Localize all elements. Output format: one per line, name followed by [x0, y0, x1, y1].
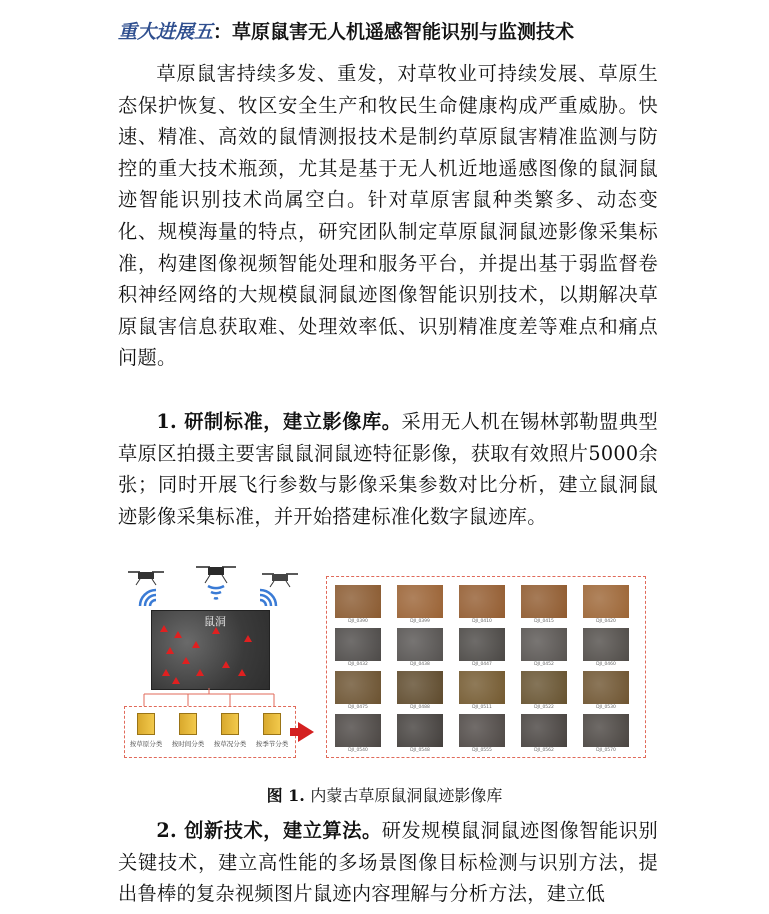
caption-text: 内蒙古草原鼠洞鼠迹影像库	[310, 786, 503, 805]
thumbnail-label: DJI_0432	[348, 662, 368, 667]
drone-icon	[260, 570, 300, 588]
paragraph-standard-lead: 1. 研制标准，建立影像库。	[156, 410, 402, 433]
folder-icon	[263, 713, 281, 735]
field-label: 鼠洞	[204, 615, 226, 628]
category-label: 按季节分类	[255, 740, 289, 748]
burrow-marker	[160, 625, 168, 632]
thumbnail-label: DJI_0562	[534, 748, 554, 753]
thumbnail-image	[397, 585, 443, 618]
thumbnail-label: DJI_0522	[534, 705, 554, 710]
thumbnail-image	[459, 628, 505, 661]
caption-number: 图 1.	[266, 786, 305, 805]
thumbnail-label: DJI_0540	[348, 748, 368, 753]
thumbnail-image	[335, 628, 381, 661]
thumbnail-image	[335, 585, 381, 618]
category-item	[253, 713, 291, 748]
thumbnail-image	[335, 671, 381, 704]
folder-icon	[179, 713, 197, 735]
thumbnail-image	[521, 585, 567, 618]
thumbnail-image	[335, 714, 381, 747]
thumbnail-label: DJI_0488	[410, 705, 430, 710]
burrow-marker	[192, 641, 200, 648]
thumbnail-label: DJI_0570	[596, 748, 616, 753]
thumbnail-image	[521, 671, 567, 704]
thumbnail-label: DJI_0555	[472, 748, 492, 753]
figure-caption	[0, 785, 769, 807]
drone-icon	[126, 568, 166, 586]
thumbnail-label: DJI_0420	[596, 619, 616, 624]
thumbnail-label: DJI_0447	[472, 662, 492, 667]
grassland-field-image	[151, 610, 270, 690]
thumbnail-label: DJI_0530	[596, 705, 616, 710]
category-item	[127, 713, 165, 748]
burrow-marker	[212, 627, 220, 634]
thumbnail-image	[397, 714, 443, 747]
image-library-grid	[326, 576, 646, 758]
thumbnail-label: DJI_0399	[410, 619, 430, 624]
thumbnail-label: DJI_0475	[348, 705, 368, 710]
classification-box	[124, 706, 296, 758]
thumbnail-label: DJI_0410	[472, 619, 492, 624]
thumbnail-image	[397, 628, 443, 661]
category-item	[169, 713, 207, 748]
thumbnail-label: DJI_0415	[534, 619, 554, 624]
section-title	[118, 18, 738, 46]
paragraph-algorithm	[118, 815, 658, 910]
burrow-marker	[196, 669, 204, 676]
thumbnail-label: DJI_0548	[410, 748, 430, 753]
burrow-marker	[238, 669, 246, 676]
burrow-marker	[166, 647, 174, 654]
paragraph-algorithm-text: 研发规模鼠洞鼠迹图像智能识别关键技术，建立高性能的多场景图像目标检测与识别方法，提出鲁棒的复杂视频图片鼠迹内容理解与分析方法，建立低	[118, 819, 658, 906]
thumbnail-image	[459, 671, 505, 704]
burrow-marker	[174, 631, 182, 638]
paragraph-standard	[118, 406, 658, 532]
folder-icon	[221, 713, 239, 735]
paragraph-standard-text: 采用无人机在锡林郭勒盟典型草原区拍摄主要害鼠鼠洞鼠迹特征影像，获取有效照片5000余张；同时开展飞行参数与影像采集参数对比分析，建立鼠洞鼠迹影像采集标准，并开始搭建标准化数字鼠迹库。	[118, 410, 658, 528]
thumbnail-label: DJI_0452	[534, 662, 554, 667]
burrow-marker	[244, 635, 252, 642]
category-label: 按草原分类	[129, 740, 163, 748]
thumbnail-label: DJI_0438	[410, 662, 430, 667]
arrow-right-icon	[298, 722, 314, 742]
paragraph-intro: 草原鼠害持续多发、重发，对草牧业可持续发展、草原生态保护恢复、牧区安全生产和牧民生命健康构成严重威胁。快速、精准、高效的鼠情测报技术是制约草原鼠害精准监测与防控的重大技术瓶颈，尤其是基于无人机近地遥感图像的鼠洞鼠迹智能识别技术尚属空白。针对草原害鼠种类繁多、动态变化、规模海量的特点，研究团队制定草原鼠洞鼠迹影像采集标准，构建图像视频智能处理和服务平台，并提出基于弱监督卷积神经网络的大规模鼠洞鼠迹图像智能识别技术，以期解决草原鼠害信息获取难、处理效率低、识别精准度差等难点和痛点问题。	[118, 62, 658, 370]
signal-icon	[258, 588, 278, 608]
category-label: 按时间分类	[171, 740, 205, 748]
thumbnail-image	[459, 585, 505, 618]
thumbnail-image	[397, 671, 443, 704]
burrow-marker	[162, 669, 170, 676]
paragraph-algorithm-lead: 2. 创新技术，建立算法。	[156, 819, 382, 842]
thumbnail-image	[583, 585, 629, 618]
thumbnail-image	[459, 714, 505, 747]
thumbnail-image	[521, 628, 567, 661]
thumbnail-label: DJI_0511	[472, 705, 492, 710]
thumbnail-label: DJI_0460	[596, 662, 616, 667]
folder-icon	[137, 713, 155, 735]
burrow-marker	[222, 661, 230, 668]
category-label: 按草况分类	[213, 740, 247, 748]
signal-icon	[206, 584, 226, 604]
thumbnail-image	[583, 671, 629, 704]
figure-image-library	[118, 562, 648, 770]
burrow-marker	[182, 657, 190, 664]
connector-arrows	[118, 688, 298, 708]
thumbnail-image	[583, 714, 629, 747]
thumbnail-image	[583, 628, 629, 661]
burrow-marker	[172, 677, 180, 684]
drone-icon	[194, 562, 238, 584]
title-text: ：草原鼠害无人机遥感智能识别与监测技术	[213, 21, 575, 43]
thumbnail-image	[521, 714, 567, 747]
title-keyword: 重大进展五	[118, 21, 214, 43]
category-item	[211, 713, 249, 748]
thumbnail-label: DJI_0390	[348, 619, 368, 624]
signal-icon	[138, 588, 158, 608]
